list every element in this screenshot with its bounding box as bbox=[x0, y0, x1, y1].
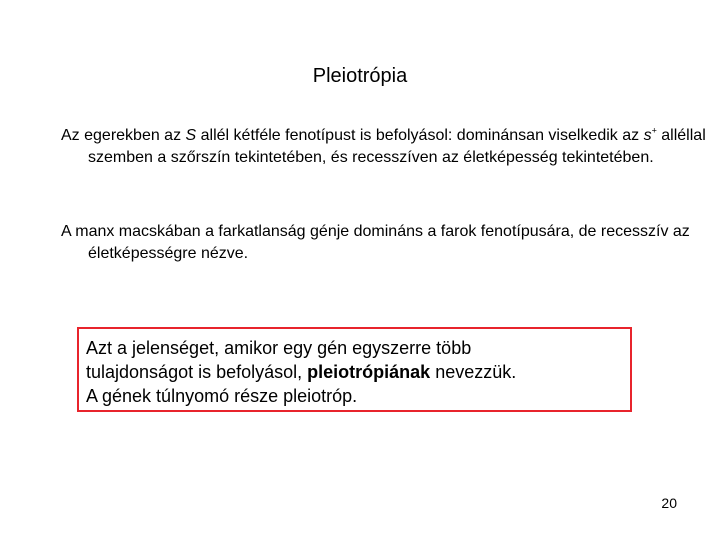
wildtype-allele-symbol: s bbox=[643, 127, 652, 144]
definition-line-3: A gének túlnyomó része pleiotróp. bbox=[86, 386, 358, 406]
definition-line-2-start: tulajdonságot is befolyásol, bbox=[86, 362, 308, 382]
para1-text-a: Az egerekben az bbox=[61, 127, 186, 144]
definition-term: pleiotrópiának bbox=[307, 362, 431, 382]
paragraph-mice-s-allele bbox=[61, 125, 708, 169]
slide-title: Pleiotrópia bbox=[312, 65, 408, 87]
wildtype-superscript: + bbox=[651, 125, 657, 136]
definition-box bbox=[77, 327, 632, 412]
allele-symbol-s: S bbox=[185, 127, 197, 144]
para1-text-c: alléllal szemben a szőrszín tekintetében, és recesszíven az életképesség tekintetében. bbox=[88, 127, 706, 166]
page-number: 20 bbox=[661, 495, 677, 511]
definition-line-1: Azt a jelenséget, amikor egy gén egyszerre több bbox=[86, 338, 472, 358]
paragraph-manx-cat: A manx macskában a farkatlanság génje domináns a farok fenotípusára, de recesszív az életképességre nézve. bbox=[61, 223, 690, 262]
definition-line-2-end: nevezzük. bbox=[430, 362, 517, 382]
definition-line-2 bbox=[86, 360, 630, 384]
para1-text-b: allél kétféle fenotípust is befolyásol: dominánsan viselkedik az bbox=[196, 127, 644, 144]
